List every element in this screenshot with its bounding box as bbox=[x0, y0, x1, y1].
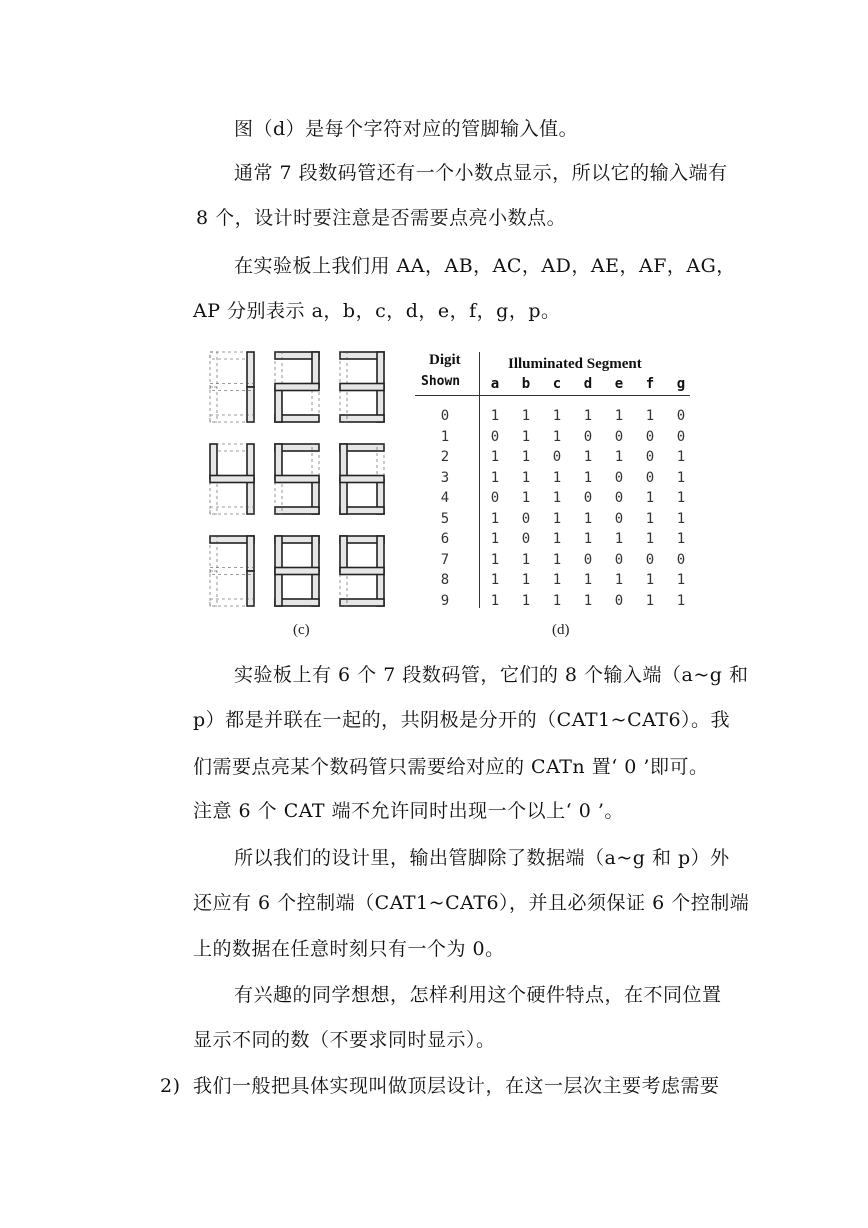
table-cell: 0 bbox=[490, 428, 500, 445]
paragraph-text: 有兴趣的同学想想，怎样利用这个硬件特点，在不同位置 bbox=[234, 984, 722, 1006]
table-cell: 0 bbox=[583, 551, 593, 568]
table-cell: 1 bbox=[521, 469, 531, 486]
segment-b bbox=[312, 352, 319, 387]
table-cell: 1 bbox=[552, 592, 562, 609]
segment-f bbox=[210, 352, 217, 387]
table-row-digit: 4 bbox=[440, 490, 450, 506]
table-cell: 0 bbox=[676, 428, 686, 445]
table-cell: 1 bbox=[490, 510, 500, 527]
table-cell: 1 bbox=[614, 408, 624, 424]
digit-6 bbox=[340, 444, 384, 514]
table-cell: 0 bbox=[614, 428, 624, 445]
segment-b bbox=[377, 352, 384, 387]
paragraph-text: 8 个，设计时要注意是否需要点亮小数点。 bbox=[196, 207, 567, 229]
table-cell: 1 bbox=[521, 592, 531, 609]
table-cell: 1 bbox=[490, 408, 500, 424]
table-cell: 0 bbox=[645, 449, 655, 465]
segment-f bbox=[275, 444, 282, 479]
table-cell: 1 bbox=[583, 592, 593, 609]
table-cell: 0 bbox=[583, 428, 593, 445]
digit-1 bbox=[210, 352, 254, 422]
segment-e bbox=[275, 387, 282, 422]
table-cell: 1 bbox=[552, 408, 562, 424]
table-cell: 1 bbox=[676, 510, 686, 527]
table-column-header: b bbox=[521, 376, 531, 392]
table-cell: 1 bbox=[583, 469, 593, 486]
table-header-shown: Shown bbox=[421, 374, 461, 389]
digit-2 bbox=[275, 352, 319, 422]
table-cell: 0 bbox=[614, 592, 624, 609]
segment-g bbox=[275, 384, 319, 391]
paragraph-text: 们需要点亮某个数码管只需要给对应的 CATn 置‘ 0 ’即可。 bbox=[193, 756, 709, 778]
paragraph-text: 我们一般把具体实现叫做顶层设计，在这一层次主要考虑需要 bbox=[193, 1075, 720, 1097]
table-cell: 1 bbox=[490, 592, 500, 609]
table-cell: 1 bbox=[676, 469, 686, 486]
table-cell: 1 bbox=[490, 449, 500, 465]
table-column-header: f bbox=[645, 376, 655, 392]
segment-e bbox=[210, 571, 217, 606]
table-cell: 1 bbox=[490, 531, 500, 547]
table-cell: 0 bbox=[614, 551, 624, 568]
table-cell: 1 bbox=[521, 490, 531, 506]
table-vertical-rule bbox=[479, 352, 480, 608]
table-cell: 1 bbox=[676, 531, 686, 547]
table-cell: 0 bbox=[583, 490, 593, 506]
digit-7 bbox=[210, 536, 254, 606]
segment-g bbox=[340, 384, 384, 391]
segment-f bbox=[275, 536, 282, 571]
paragraph-text: 还应有 6 个控制端（CAT1~CAT6），并且必须保证 6 个控制端 bbox=[193, 892, 750, 914]
table-cell: 1 bbox=[521, 408, 531, 424]
segment-c bbox=[247, 479, 254, 514]
table-row-digit: 9 bbox=[440, 592, 450, 609]
paragraph-text: 在实验板上我们用 AA，AB，AC，AD，AE，AF，AG， bbox=[234, 255, 736, 277]
seven-segment-figure bbox=[200, 342, 390, 622]
table-cell: 1 bbox=[521, 572, 531, 588]
table-column-header: c bbox=[552, 376, 562, 392]
table-cell: 0 bbox=[645, 551, 655, 568]
paragraph-text: p）都是并联在一起的，共阴极是分开的（CAT1~CAT6）。我 bbox=[193, 709, 731, 731]
segment-g bbox=[340, 568, 384, 575]
table-row-digit: 2 bbox=[440, 449, 450, 465]
table-header-digit: Digit bbox=[429, 352, 461, 368]
table-cell: 0 bbox=[645, 428, 655, 445]
table-column-header: d bbox=[583, 376, 593, 392]
table-cell: 1 bbox=[645, 572, 655, 588]
paragraph-text: 图（d）是每个字符对应的管脚输入值。 bbox=[234, 118, 579, 140]
figure-d-caption: (d) bbox=[552, 622, 570, 638]
table-row-digit: 0 bbox=[440, 408, 450, 424]
table-cell: 0 bbox=[676, 408, 686, 424]
table-cell: 1 bbox=[583, 572, 593, 588]
segment-e bbox=[340, 479, 347, 514]
table-cell: 0 bbox=[614, 469, 624, 486]
segment-b bbox=[377, 536, 384, 571]
segment-c bbox=[247, 387, 254, 422]
segment-e bbox=[275, 571, 282, 606]
segment-f bbox=[340, 444, 347, 479]
table-header-segment: Illuminated Segment bbox=[508, 356, 642, 372]
table-cell: 1 bbox=[645, 531, 655, 547]
segment-b bbox=[247, 352, 254, 387]
table-row-digit: 8 bbox=[440, 572, 450, 588]
table-cell: 1 bbox=[552, 572, 562, 588]
table-cell: 1 bbox=[490, 572, 500, 588]
table-row-digit: 5 bbox=[440, 510, 450, 527]
table-row-digit: 1 bbox=[440, 428, 450, 445]
segment-f bbox=[210, 444, 217, 479]
table-cell: 0 bbox=[676, 551, 686, 568]
digit-8 bbox=[275, 536, 319, 606]
table-cell: 1 bbox=[614, 572, 624, 588]
segment-f bbox=[340, 536, 347, 571]
segment-g bbox=[340, 476, 384, 483]
table-cell: 1 bbox=[552, 531, 562, 547]
segment-b bbox=[247, 536, 254, 571]
table-cell: 0 bbox=[552, 449, 562, 465]
paragraph-text: 通常 7 段数码管还有一个小数点显示，所以它的输入端有 bbox=[234, 162, 728, 184]
table-cell: 1 bbox=[676, 572, 686, 588]
table-cell: 1 bbox=[583, 531, 593, 547]
segment-b bbox=[247, 444, 254, 479]
list-number: 2) bbox=[160, 1075, 181, 1097]
table-column-header: g bbox=[676, 376, 686, 392]
digit-9 bbox=[340, 536, 384, 606]
table-cell: 0 bbox=[521, 531, 531, 547]
table-cell: 1 bbox=[552, 469, 562, 486]
segment-b bbox=[312, 536, 319, 571]
paragraph-text: 注意 6 个 CAT 端不允许同时出现一个以上‘ 0 ’。 bbox=[193, 800, 624, 822]
table-cell: 0 bbox=[521, 510, 531, 527]
table-cell: 0 bbox=[490, 490, 500, 506]
table-row-digit: 7 bbox=[440, 551, 450, 568]
segment-g bbox=[210, 476, 254, 483]
table-cell: 1 bbox=[583, 449, 593, 465]
table-cell: 1 bbox=[676, 592, 686, 609]
table-cell: 1 bbox=[552, 428, 562, 445]
table-row-digit: 6 bbox=[440, 531, 450, 547]
table-cell: 1 bbox=[521, 428, 531, 445]
table-cell: 1 bbox=[552, 510, 562, 527]
table-row-digit: 3 bbox=[440, 469, 450, 486]
figure-c-caption: (c) bbox=[293, 622, 310, 638]
segment-e bbox=[210, 387, 217, 422]
table-cell: 1 bbox=[676, 490, 686, 506]
segment-e bbox=[210, 479, 217, 514]
table-cell: 0 bbox=[614, 510, 624, 527]
table-cell: 1 bbox=[521, 449, 531, 465]
table-column-header: e bbox=[614, 376, 624, 392]
table-cell: 1 bbox=[583, 510, 593, 527]
paragraph-text: 所以我们的设计里，输出管脚除了数据端（a~g 和 p）外 bbox=[234, 847, 730, 869]
table-cell: 1 bbox=[676, 449, 686, 465]
table-cell: 1 bbox=[614, 531, 624, 547]
table-cell: 1 bbox=[490, 469, 500, 486]
table-horizontal-rule bbox=[415, 395, 690, 396]
digit-4 bbox=[210, 444, 254, 514]
table-cell: 0 bbox=[614, 490, 624, 506]
table-cell: 1 bbox=[645, 490, 655, 506]
segment-table bbox=[415, 350, 705, 620]
table-cell: 1 bbox=[645, 510, 655, 527]
digit-5 bbox=[275, 444, 319, 514]
segment-g bbox=[275, 476, 319, 483]
segment-c bbox=[247, 571, 254, 606]
paragraph-text: 上的数据在任意时刻只有一个为 0。 bbox=[193, 938, 505, 960]
paragraph-text: AP 分别表示 a，b，c，d，e，f，g，p。 bbox=[193, 300, 561, 322]
table-cell: 0 bbox=[645, 469, 655, 486]
table-cell: 1 bbox=[645, 592, 655, 609]
table-cell: 1 bbox=[614, 449, 624, 465]
table-cell: 1 bbox=[552, 490, 562, 506]
table-cell: 1 bbox=[583, 408, 593, 424]
table-cell: 1 bbox=[490, 551, 500, 568]
paragraph-text: 显示不同的数（不要求同时显示）。 bbox=[193, 1029, 496, 1051]
table-cell: 1 bbox=[552, 551, 562, 568]
table-cell: 1 bbox=[521, 551, 531, 568]
digit-3 bbox=[340, 352, 384, 422]
paragraph-text: 实验板上有 6 个 7 段数码管，它们的 8 个输入端（a~g 和 bbox=[234, 664, 749, 686]
segment-g bbox=[275, 568, 319, 575]
table-column-header: a bbox=[490, 376, 500, 392]
table-cell: 1 bbox=[645, 408, 655, 424]
